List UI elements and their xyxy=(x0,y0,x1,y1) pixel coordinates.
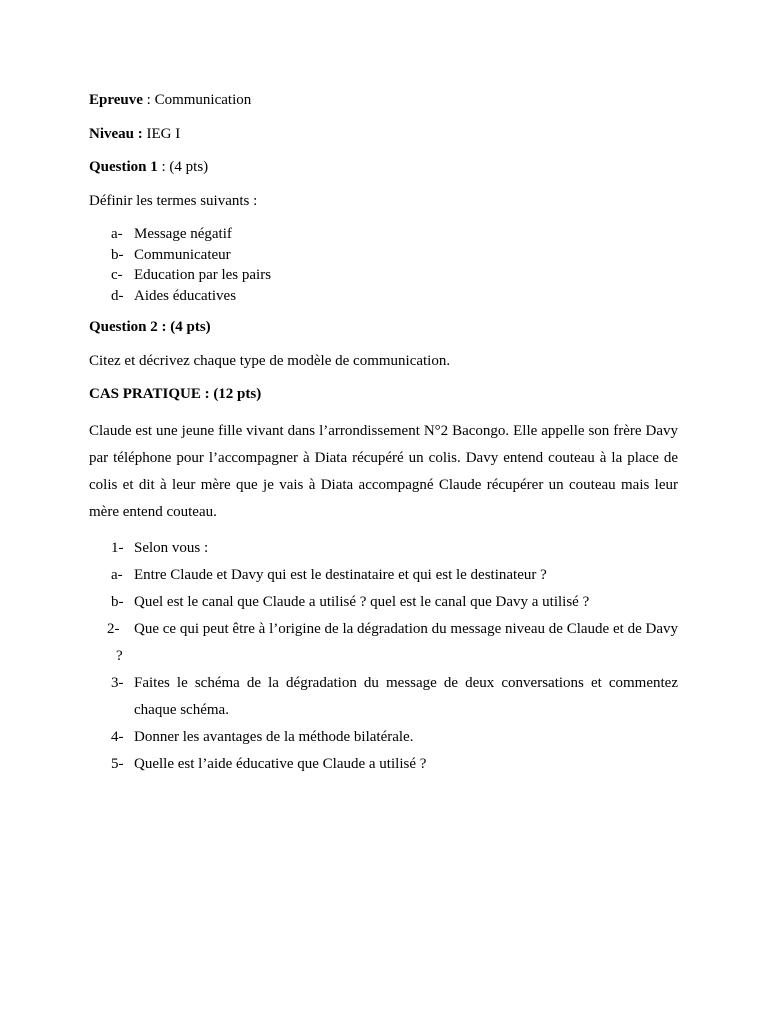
question1-label: Question 1 xyxy=(89,159,158,175)
list-item xyxy=(89,589,678,616)
list-item-text: Education par les pairs xyxy=(134,267,272,283)
cas-pratique-heading xyxy=(89,384,678,404)
question1-heading xyxy=(89,157,678,177)
epreuve-value: : Communication xyxy=(142,92,252,108)
list-marker: 1- xyxy=(111,539,124,556)
list-marker: 4- xyxy=(111,728,124,745)
epreuve-line xyxy=(89,90,678,110)
niveau-label: Niveau : xyxy=(89,125,143,142)
list-item xyxy=(89,245,678,266)
case-question-list xyxy=(89,535,678,778)
epreuve-label: Epreuve xyxy=(89,92,143,108)
list-marker: b- xyxy=(111,246,124,263)
cas-pratique-heading-text: CAS PRATIQUE : (12 pts) xyxy=(89,386,262,402)
list-item-text: Que ce qui peut être à l’origine de la dégradation du message niveau de Claude et de Davy ? xyxy=(116,620,678,664)
exam-document xyxy=(89,90,678,778)
question1-instruction: Définir les termes suivants : xyxy=(89,192,258,209)
list-marker: 5- xyxy=(111,755,124,772)
list-item xyxy=(89,670,678,724)
question1-points: : (4 pts) xyxy=(157,159,209,175)
niveau-line xyxy=(89,124,678,144)
list-marker: b- xyxy=(111,593,124,610)
list-marker: a- xyxy=(111,566,123,583)
list-marker: c- xyxy=(111,267,123,283)
list-item xyxy=(89,265,678,286)
list-item xyxy=(89,224,678,245)
question2-text: Citez et décrivez chaque type de modèle de communication. xyxy=(89,352,451,369)
list-marker: 3- xyxy=(111,674,124,691)
list-item xyxy=(89,751,678,778)
list-item xyxy=(89,286,678,307)
question2-heading xyxy=(89,317,678,337)
list-item-text: Entre Claude et Davy qui est le destinataire et qui est le destinateur ? xyxy=(134,566,547,583)
list-item-text: Selon vous : xyxy=(134,539,209,556)
list-item-text: Donner les avantages de la méthode bilatérale. xyxy=(134,728,414,745)
list-item-text: Quelle est l’aide éducative que Claude a utilisé ? xyxy=(134,755,427,772)
definition-list xyxy=(89,224,678,306)
list-item xyxy=(89,724,678,751)
list-item-text: Communicateur xyxy=(134,246,231,263)
cas-pratique-paragraph: Claude est une jeune fille vivant dans l’arrondissement N°2 Bacongo. Elle appelle son frère Davy par téléphone pour l’accompagner à Diata récupéré un colis. Davy entend couteau à la place de colis et dit à leur mère que je vais à Diata accompagné Claude récupérer un couteau mais leur mère entend couteau. xyxy=(89,422,678,520)
list-marker: d- xyxy=(111,287,124,304)
list-item-text: Quel est le canal que Claude a utilisé ? quel est le canal que Davy a utilisé ? xyxy=(134,593,590,610)
list-item-text: Message négatif xyxy=(134,226,232,242)
list-item: 2- Que ce qui peut être à l’origine de la dégradation du message niveau de Claude et de Davy ? xyxy=(107,620,678,664)
list-item xyxy=(89,562,678,589)
niveau-value: IEG I xyxy=(142,125,181,142)
question2-heading-text: Question 2 : (4 pts) xyxy=(89,319,211,335)
list-item-text: Aides éducatives xyxy=(134,287,237,304)
list-item xyxy=(89,535,678,562)
list-item-text: Faites le schéma de la dégradation du message de deux conversations et commentez chaque schéma. xyxy=(134,674,678,718)
list-marker: a- xyxy=(111,226,123,242)
